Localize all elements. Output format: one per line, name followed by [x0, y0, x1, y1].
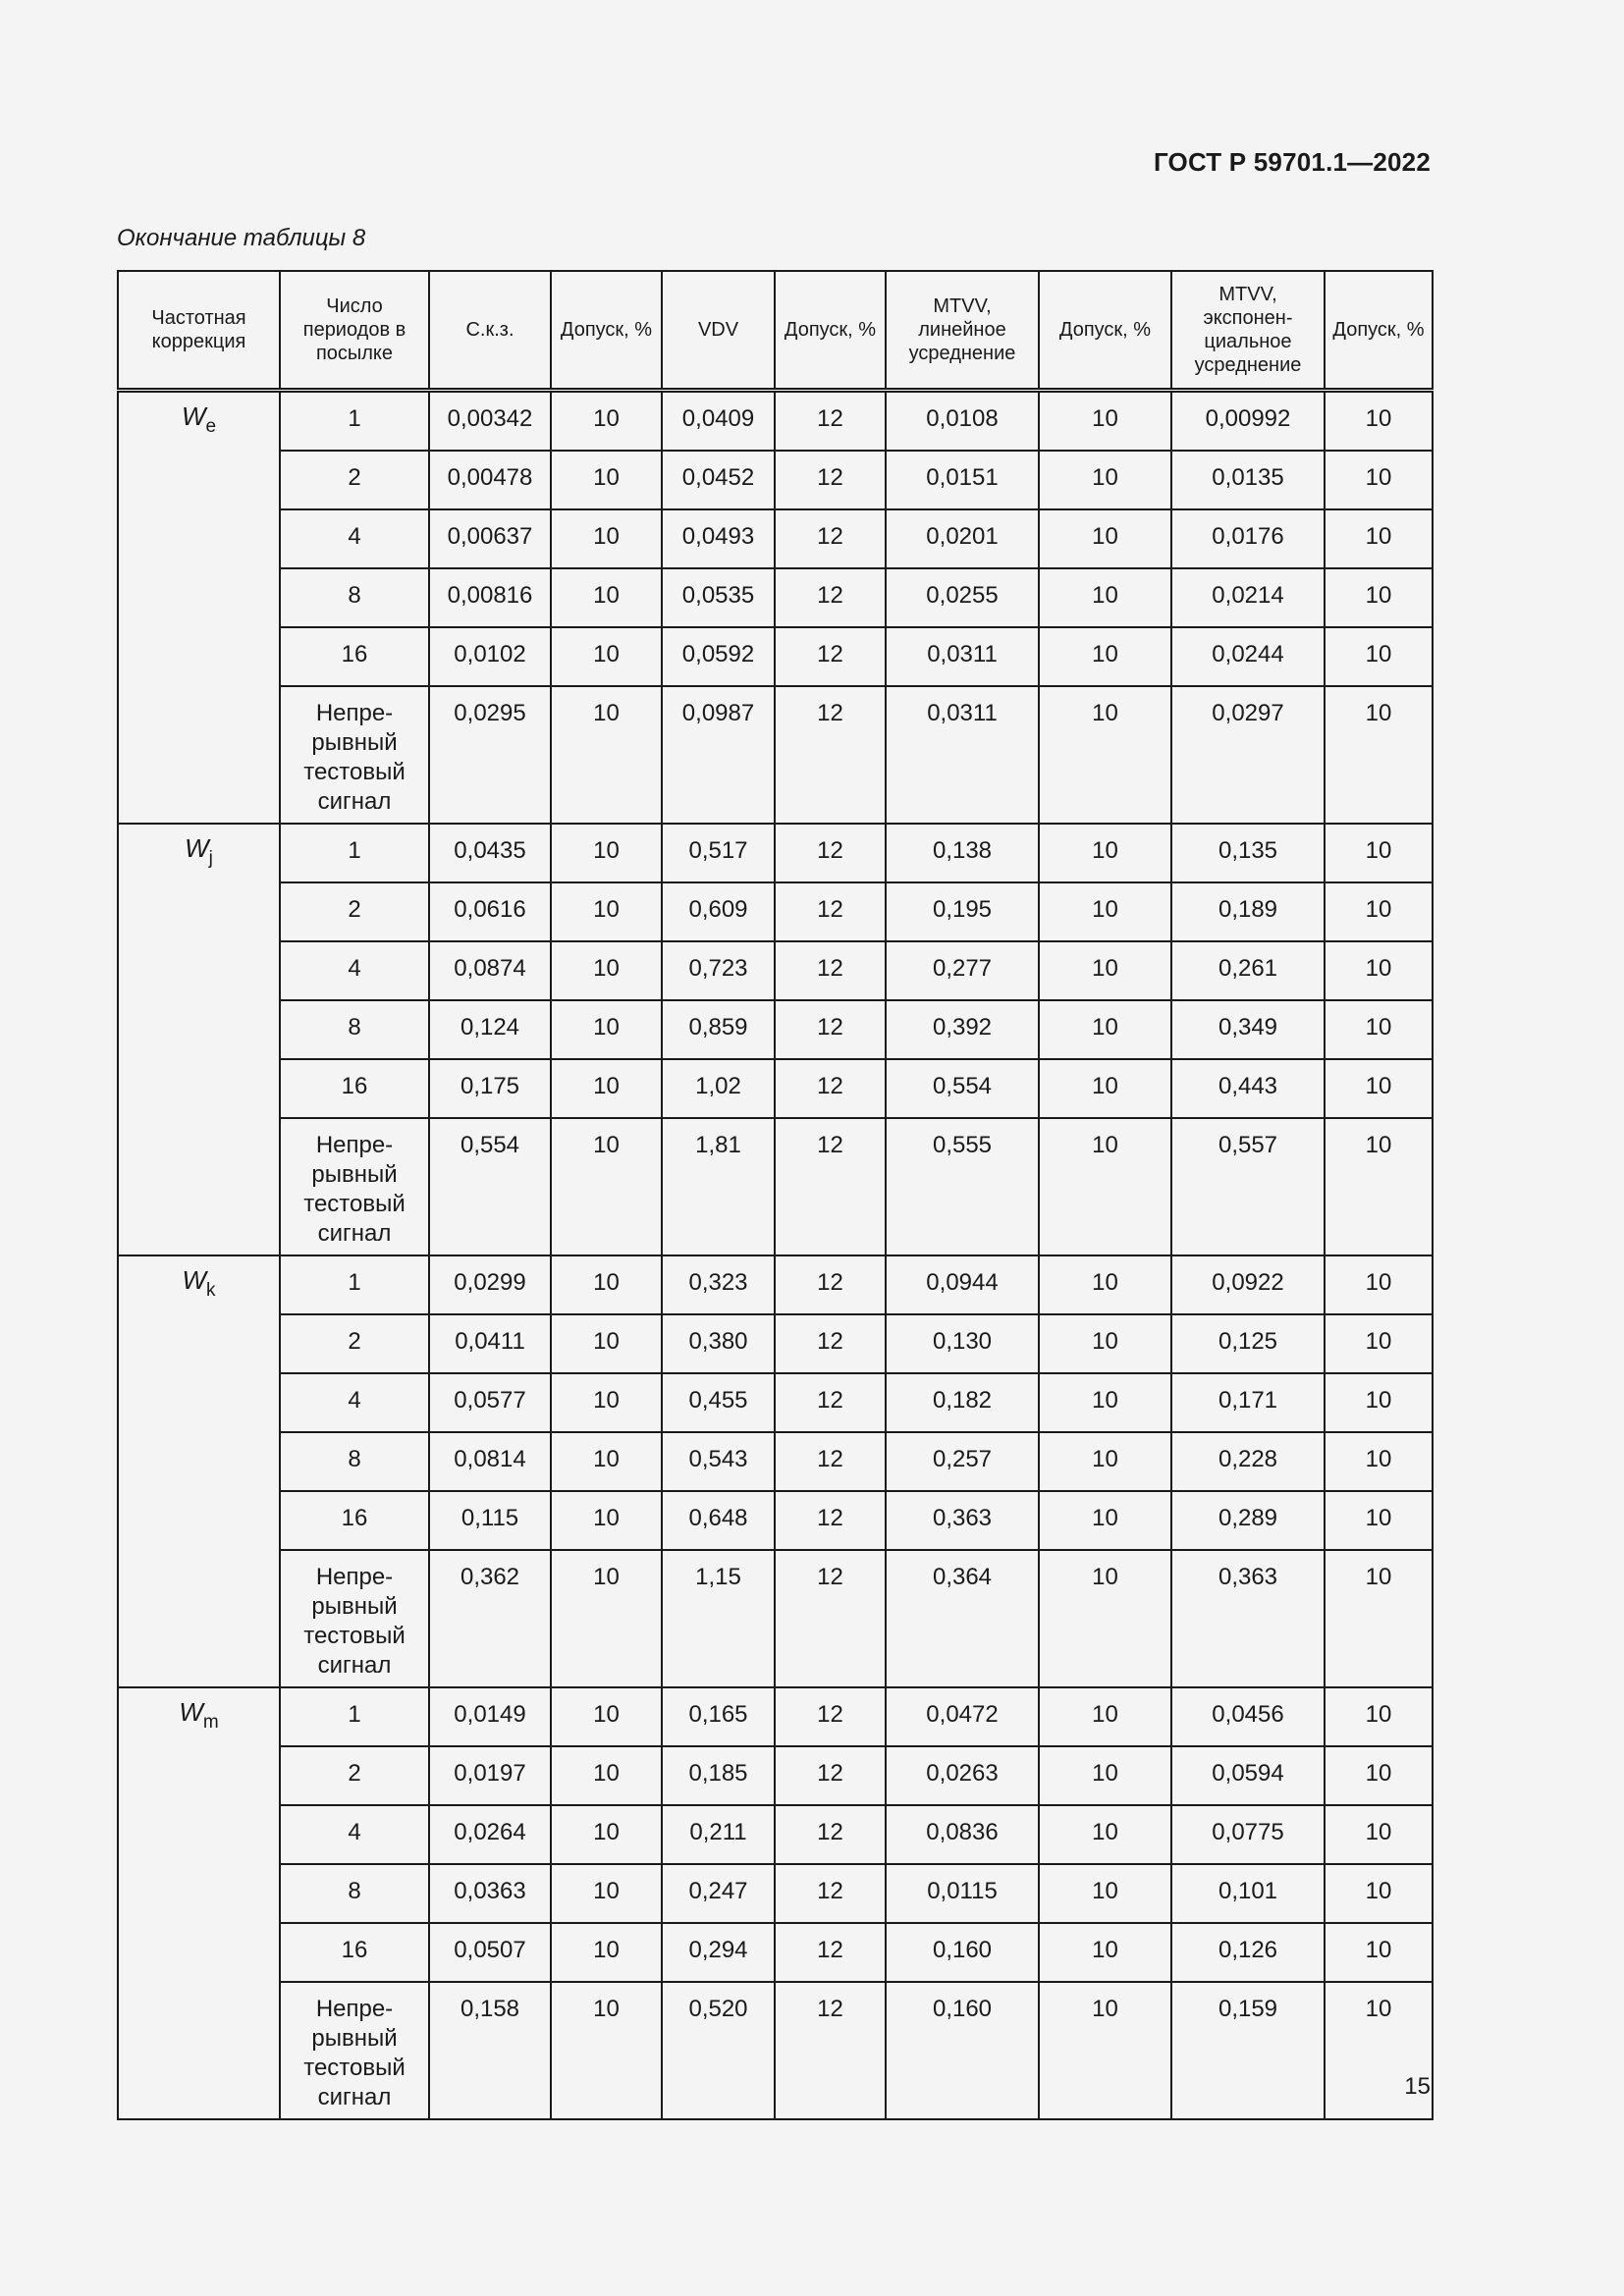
periods-cell: 4: [280, 941, 429, 1000]
value-cell: 0,0102: [429, 627, 551, 686]
value-cell: 0,00637: [429, 509, 551, 568]
value-cell: 0,0197: [429, 1746, 551, 1805]
value-cell: 0,0214: [1171, 568, 1325, 627]
value-cell: 0,247: [662, 1864, 775, 1923]
value-cell: 10: [1325, 568, 1433, 627]
value-cell: 10: [1039, 451, 1171, 509]
value-cell: 0,182: [886, 1373, 1039, 1432]
value-cell: 0,0493: [662, 509, 775, 568]
value-cell: 1,15: [662, 1550, 775, 1687]
value-cell: 0,0311: [886, 686, 1039, 824]
value-cell: 0,648: [662, 1491, 775, 1550]
value-cell: 10: [1325, 509, 1433, 568]
value-cell: 10: [1039, 1255, 1171, 1314]
value-cell: 10: [1325, 1432, 1433, 1491]
value-cell: 0,363: [1171, 1550, 1325, 1687]
value-cell: 12: [775, 1314, 886, 1373]
column-header: Допуск, %: [1325, 271, 1433, 391]
table-row: [118, 627, 1433, 686]
value-cell: 0,0452: [662, 451, 775, 509]
value-cell: 0,554: [886, 1059, 1039, 1118]
value-cell: 12: [775, 1805, 886, 1864]
value-cell: 0,0874: [429, 941, 551, 1000]
column-header: Допуск, %: [551, 271, 662, 391]
value-cell: 10: [1325, 1687, 1433, 1746]
column-header: Частотная коррекция: [118, 271, 280, 391]
value-cell: 0,126: [1171, 1923, 1325, 1982]
periods-cell: 2: [280, 1746, 429, 1805]
value-cell: 12: [775, 1864, 886, 1923]
value-cell: 10: [1325, 1982, 1433, 2119]
column-header: MTVV, линейное усреднение: [886, 271, 1039, 391]
value-cell: 0,00816: [429, 568, 551, 627]
periods-cell: 1: [280, 1687, 429, 1746]
value-cell: 10: [1325, 882, 1433, 941]
table-row: [118, 1746, 1433, 1805]
value-cell: 10: [1039, 1982, 1171, 2119]
correction-subscript: m: [202, 1712, 219, 1733]
value-cell: 0,277: [886, 941, 1039, 1000]
value-cell: 10: [551, 1746, 662, 1805]
table-row: [118, 686, 1433, 824]
document-id: ГОСТ Р 59701.1—2022: [1153, 147, 1431, 177]
periods-cell: 8: [280, 1432, 429, 1491]
value-cell: 0,0255: [886, 568, 1039, 627]
table-row: [118, 391, 1433, 452]
value-cell: 10: [551, 509, 662, 568]
periods-cell: Непре- рывный тестовый сигнал: [280, 686, 429, 824]
value-cell: 12: [775, 686, 886, 824]
value-cell: 0,0987: [662, 686, 775, 824]
value-cell: 0,125: [1171, 1314, 1325, 1373]
value-cell: 10: [1039, 882, 1171, 941]
value-cell: 12: [775, 1982, 886, 2119]
table-row: [118, 824, 1433, 882]
value-cell: 10: [551, 1550, 662, 1687]
value-cell: 0,0201: [886, 509, 1039, 568]
value-cell: 0,135: [1171, 824, 1325, 882]
value-cell: 12: [775, 568, 886, 627]
value-cell: 0,0616: [429, 882, 551, 941]
value-cell: 12: [775, 1746, 886, 1805]
value-cell: 10: [1039, 1864, 1171, 1923]
table-row: [118, 1864, 1433, 1923]
table-row: [118, 1491, 1433, 1550]
value-cell: 0,0411: [429, 1314, 551, 1373]
value-cell: 0,294: [662, 1923, 775, 1982]
column-header: С.к.з.: [429, 271, 551, 391]
value-cell: 0,0435: [429, 824, 551, 882]
value-cell: 0,0594: [1171, 1746, 1325, 1805]
value-cell: 10: [551, 451, 662, 509]
value-cell: 12: [775, 1687, 886, 1746]
value-cell: 10: [1325, 1923, 1433, 1982]
value-cell: 0,362: [429, 1550, 551, 1687]
periods-cell: 1: [280, 824, 429, 882]
value-cell: 0,0244: [1171, 627, 1325, 686]
correction-group-cell: [118, 1255, 280, 1687]
correction-group-cell: [118, 1687, 280, 2119]
value-cell: 10: [1039, 1373, 1171, 1432]
value-cell: 0,380: [662, 1314, 775, 1373]
value-cell: 0,723: [662, 941, 775, 1000]
table-row: [118, 1314, 1433, 1373]
value-cell: 0,0592: [662, 627, 775, 686]
value-cell: 0,543: [662, 1432, 775, 1491]
value-cell: 10: [1325, 1118, 1433, 1255]
value-cell: 10: [551, 941, 662, 1000]
value-cell: 0,0944: [886, 1255, 1039, 1314]
periods-cell: 4: [280, 1805, 429, 1864]
value-cell: 10: [1039, 1687, 1171, 1746]
value-cell: 10: [551, 1314, 662, 1373]
periods-cell: 2: [280, 451, 429, 509]
value-cell: 0,323: [662, 1255, 775, 1314]
value-cell: 10: [1039, 568, 1171, 627]
value-cell: 10: [551, 568, 662, 627]
periods-cell: 16: [280, 627, 429, 686]
value-cell: 0,0115: [886, 1864, 1039, 1923]
value-cell: 10: [1325, 1373, 1433, 1432]
value-cell: 12: [775, 1432, 886, 1491]
value-cell: 0,0311: [886, 627, 1039, 686]
table-row: [118, 1000, 1433, 1059]
value-cell: 0,0922: [1171, 1255, 1325, 1314]
value-cell: 0,175: [429, 1059, 551, 1118]
table-row: [118, 941, 1433, 1000]
value-cell: 0,0535: [662, 568, 775, 627]
correction-symbol: W: [185, 833, 209, 863]
value-cell: 10: [1039, 1314, 1171, 1373]
value-cell: 0,455: [662, 1373, 775, 1432]
value-cell: 0,0297: [1171, 686, 1325, 824]
value-cell: 0,00342: [429, 391, 551, 452]
value-cell: 0,554: [429, 1118, 551, 1255]
value-cell: 0,0409: [662, 391, 775, 452]
value-cell: 0,130: [886, 1314, 1039, 1373]
value-cell: 0,0775: [1171, 1805, 1325, 1864]
table-row: [118, 1805, 1433, 1864]
value-cell: 10: [1325, 391, 1433, 452]
value-cell: 10: [551, 1805, 662, 1864]
value-cell: 10: [1039, 1059, 1171, 1118]
table-row: [118, 451, 1433, 509]
value-cell: 0,0507: [429, 1923, 551, 1982]
periods-cell: Непре- рывный тестовый сигнал: [280, 1118, 429, 1255]
correction-subscript: e: [205, 416, 217, 437]
periods-cell: 16: [280, 1491, 429, 1550]
correction-symbol: W: [179, 1697, 203, 1727]
correction-group-cell: [118, 824, 280, 1255]
column-header: MTVV, экспонен- циальное усреднение: [1171, 271, 1325, 391]
table-row: [118, 1550, 1433, 1687]
value-cell: 0,257: [886, 1432, 1039, 1491]
column-header: Допуск, %: [775, 271, 886, 391]
periods-cell: Непре- рывный тестовый сигнал: [280, 1982, 429, 2119]
value-cell: 10: [1325, 627, 1433, 686]
value-cell: 12: [775, 1373, 886, 1432]
value-cell: 0,555: [886, 1118, 1039, 1255]
value-cell: 0,520: [662, 1982, 775, 2119]
value-cell: 10: [1039, 1118, 1171, 1255]
value-cell: 12: [775, 941, 886, 1000]
correction-symbol: W: [182, 1265, 207, 1295]
value-cell: 10: [1325, 941, 1433, 1000]
value-cell: 10: [551, 1982, 662, 2119]
periods-cell: 8: [280, 568, 429, 627]
value-cell: 10: [1039, 1000, 1171, 1059]
value-cell: 10: [1039, 1923, 1171, 1982]
value-cell: 0,185: [662, 1746, 775, 1805]
value-cell: 0,859: [662, 1000, 775, 1059]
value-cell: 10: [1039, 686, 1171, 824]
column-header: VDV: [662, 271, 775, 391]
value-cell: 12: [775, 1255, 886, 1314]
value-cell: 0,00478: [429, 451, 551, 509]
value-cell: 12: [775, 1118, 886, 1255]
value-cell: 0,138: [886, 824, 1039, 882]
value-cell: 10: [1039, 391, 1171, 452]
value-cell: 0,160: [886, 1982, 1039, 2119]
value-cell: 0,0456: [1171, 1687, 1325, 1746]
value-cell: 12: [775, 451, 886, 509]
table-header-row: [118, 271, 1433, 391]
table-row: [118, 1118, 1433, 1255]
periods-cell: 2: [280, 882, 429, 941]
value-cell: 0,159: [1171, 1982, 1325, 2119]
value-cell: 10: [1039, 1746, 1171, 1805]
value-cell: 10: [551, 882, 662, 941]
periods-cell: 8: [280, 1864, 429, 1923]
value-cell: 0,211: [662, 1805, 775, 1864]
value-cell: 10: [1325, 1000, 1433, 1059]
value-cell: 0,261: [1171, 941, 1325, 1000]
value-cell: 0,0295: [429, 686, 551, 824]
value-cell: 10: [1325, 686, 1433, 824]
table-row: [118, 1373, 1433, 1432]
value-cell: 10: [551, 1373, 662, 1432]
periods-cell: 4: [280, 509, 429, 568]
value-cell: 10: [551, 1491, 662, 1550]
table-row: [118, 509, 1433, 568]
correction-group-cell: [118, 391, 280, 825]
value-cell: 10: [1325, 1491, 1433, 1550]
value-cell: 0,517: [662, 824, 775, 882]
value-cell: 1,02: [662, 1059, 775, 1118]
value-cell: 10: [551, 1687, 662, 1746]
value-cell: 0,0176: [1171, 509, 1325, 568]
value-cell: 10: [1325, 1255, 1433, 1314]
value-cell: 12: [775, 1923, 886, 1982]
value-cell: 0,0299: [429, 1255, 551, 1314]
value-cell: 10: [1325, 824, 1433, 882]
value-cell: 0,0263: [886, 1746, 1039, 1805]
value-cell: 0,0264: [429, 1805, 551, 1864]
value-cell: 10: [551, 1864, 662, 1923]
value-cell: 10: [551, 1000, 662, 1059]
value-cell: 10: [551, 1118, 662, 1255]
value-cell: 0,228: [1171, 1432, 1325, 1491]
value-cell: 10: [1325, 1550, 1433, 1687]
value-cell: 10: [1039, 509, 1171, 568]
value-cell: 0,124: [429, 1000, 551, 1059]
value-cell: 10: [1039, 1550, 1171, 1687]
value-cell: 0,165: [662, 1687, 775, 1746]
value-cell: 0,557: [1171, 1118, 1325, 1255]
table-row: [118, 1059, 1433, 1118]
value-cell: 10: [1325, 1059, 1433, 1118]
table-caption: Окончание таблицы 8: [117, 225, 366, 251]
table-row: [118, 882, 1433, 941]
value-cell: 10: [551, 686, 662, 824]
value-cell: 0,443: [1171, 1059, 1325, 1118]
periods-cell: Непре- рывный тестовый сигнал: [280, 1550, 429, 1687]
value-cell: 0,0149: [429, 1687, 551, 1746]
page-number: 15: [1404, 2073, 1431, 2100]
value-cell: 0,0577: [429, 1373, 551, 1432]
data-table: [117, 270, 1434, 2120]
value-cell: 10: [551, 1923, 662, 1982]
value-cell: 10: [1039, 1432, 1171, 1491]
periods-cell: 16: [280, 1059, 429, 1118]
periods-cell: 16: [280, 1923, 429, 1982]
value-cell: 10: [1325, 1805, 1433, 1864]
value-cell: 10: [1325, 1746, 1433, 1805]
value-cell: 10: [551, 1255, 662, 1314]
value-cell: 10: [1039, 941, 1171, 1000]
value-cell: 10: [551, 1059, 662, 1118]
value-cell: 0,392: [886, 1000, 1039, 1059]
value-cell: 12: [775, 1491, 886, 1550]
value-cell: 1,81: [662, 1118, 775, 1255]
periods-cell: 1: [280, 1255, 429, 1314]
value-cell: 10: [551, 627, 662, 686]
value-cell: 12: [775, 627, 886, 686]
value-cell: 0,115: [429, 1491, 551, 1550]
value-cell: 0,289: [1171, 1491, 1325, 1550]
value-cell: 0,0363: [429, 1864, 551, 1923]
value-cell: 12: [775, 1000, 886, 1059]
value-cell: 12: [775, 882, 886, 941]
value-cell: 12: [775, 824, 886, 882]
correction-subscript: j: [208, 848, 213, 869]
value-cell: 10: [1325, 451, 1433, 509]
value-cell: 0,0472: [886, 1687, 1039, 1746]
value-cell: 10: [1039, 824, 1171, 882]
value-cell: 10: [1039, 627, 1171, 686]
value-cell: 0,160: [886, 1923, 1039, 1982]
table-row: [118, 1255, 1433, 1314]
value-cell: 12: [775, 509, 886, 568]
value-cell: 10: [1039, 1805, 1171, 1864]
value-cell: 0,0108: [886, 391, 1039, 452]
value-cell: 10: [1325, 1864, 1433, 1923]
periods-cell: 4: [280, 1373, 429, 1432]
value-cell: 12: [775, 391, 886, 452]
value-cell: 0,158: [429, 1982, 551, 2119]
value-cell: 0,0135: [1171, 451, 1325, 509]
value-cell: 10: [551, 1432, 662, 1491]
table-row: [118, 1923, 1433, 1982]
table-row: [118, 1432, 1433, 1491]
table-row: [118, 1982, 1433, 2119]
value-cell: 0,609: [662, 882, 775, 941]
value-cell: 0,363: [886, 1491, 1039, 1550]
value-cell: 10: [551, 391, 662, 452]
value-cell: 10: [551, 824, 662, 882]
column-header: Число периодов в посылке: [280, 271, 429, 391]
column-header: Допуск, %: [1039, 271, 1171, 391]
value-cell: 0,349: [1171, 1000, 1325, 1059]
value-cell: 0,189: [1171, 882, 1325, 941]
value-cell: 10: [1039, 1491, 1171, 1550]
value-cell: 0,00992: [1171, 391, 1325, 452]
value-cell: 12: [775, 1059, 886, 1118]
value-cell: 0,364: [886, 1550, 1039, 1687]
table-row: [118, 1687, 1433, 1746]
value-cell: 0,0814: [429, 1432, 551, 1491]
periods-cell: 1: [280, 391, 429, 452]
value-cell: 0,101: [1171, 1864, 1325, 1923]
periods-cell: 2: [280, 1314, 429, 1373]
periods-cell: 8: [280, 1000, 429, 1059]
correction-symbol: W: [181, 401, 206, 431]
value-cell: 0,0151: [886, 451, 1039, 509]
value-cell: 0,171: [1171, 1373, 1325, 1432]
value-cell: 0,195: [886, 882, 1039, 941]
table-row: [118, 568, 1433, 627]
value-cell: 12: [775, 1550, 886, 1687]
table-body: [118, 391, 1433, 2120]
correction-subscript: k: [206, 1280, 216, 1301]
value-cell: 10: [1325, 1314, 1433, 1373]
value-cell: 0,0836: [886, 1805, 1039, 1864]
